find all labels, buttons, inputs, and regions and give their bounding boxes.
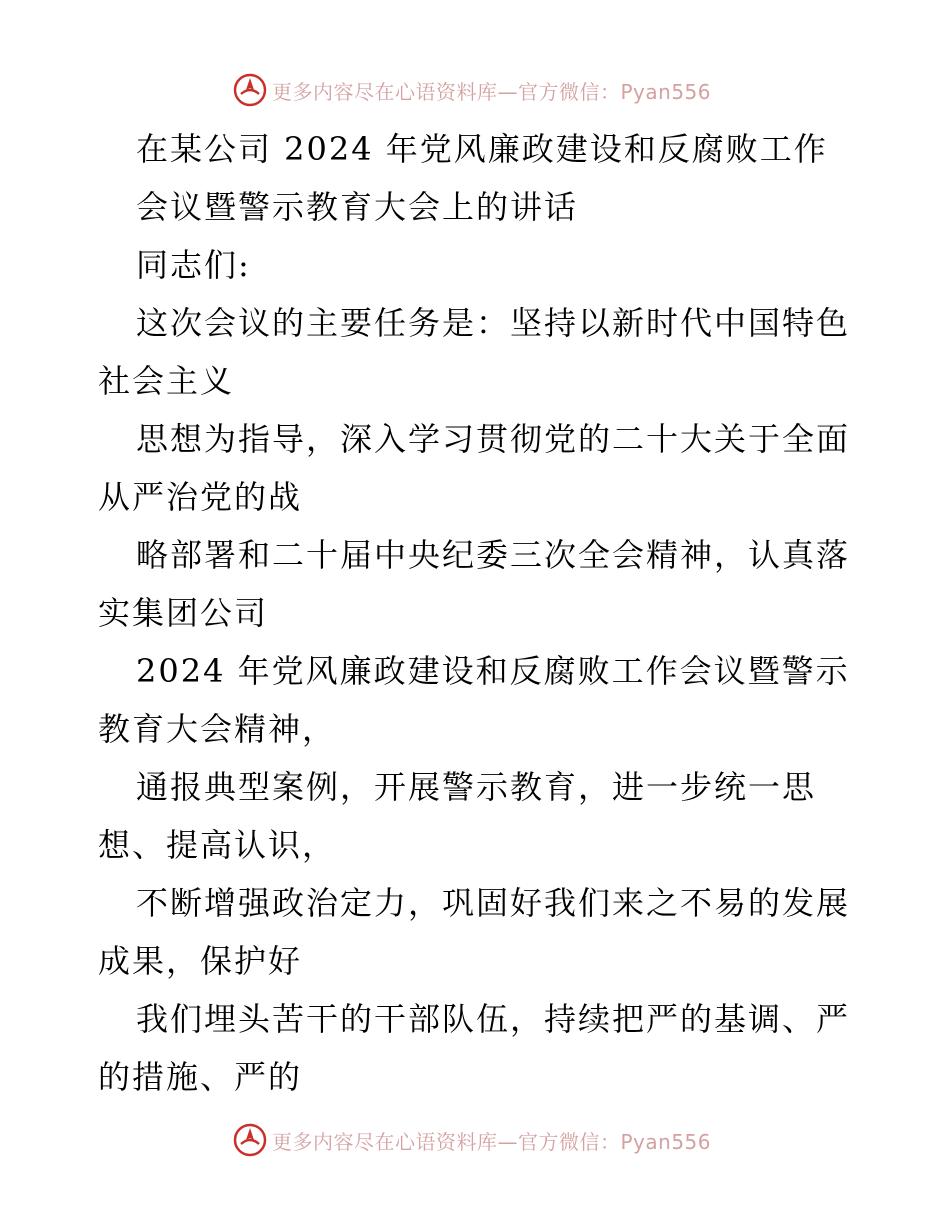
title-line: 在某公司 2024 年党风廉政建设和反腐败工作 [136,130,828,168]
body-line: 从严治党的战 [98,478,303,516]
body-line: 2024 年党风廉政建设和反腐败工作会议暨警示 [136,652,850,690]
footer-watermark [232,1120,711,1160]
document-body [98,120,858,1106]
body-line: 教育大会精神， [98,710,337,748]
body-line: 的措施、严的 [98,1058,303,1096]
title-line: 会议暨警示教育大会上的讲话 [136,188,579,226]
body-line: 这次会议的主要任务是：坚持以新时代中国特色 [136,304,851,342]
body-line: 社会主义 [98,362,235,400]
header-watermark [232,70,711,110]
book-pen-logo-icon [232,1122,268,1158]
body-line: 我们埋头苦干的干部队伍，持续把严的基调、严 [136,1000,851,1038]
body-line: 通报典型案例，开展警示教育，进一步统一思 [136,768,817,806]
body-line: 不断增强政治定力，巩固好我们来之不易的发展 [136,884,851,922]
watermark-text: 更多内容尽在心语资料库—官方微信：Pyan556 [272,1129,712,1154]
body-line: 实集团公司 [98,594,269,632]
body-line: 略部署和二十届中央纪委三次全会精神，认真落 [136,536,851,574]
body-line: 思想为指导，深入学习贯彻党的二十大关于全面 [136,420,851,458]
watermark-text: 更多内容尽在心语资料库—官方微信：Pyan556 [272,79,712,104]
salutation: 同志们: [136,246,251,284]
paragraph [98,294,858,1106]
book-pen-logo-icon [232,72,268,108]
body-line: 想、提高认识， [98,826,337,864]
body-line: 成果，保护好 [98,942,303,980]
